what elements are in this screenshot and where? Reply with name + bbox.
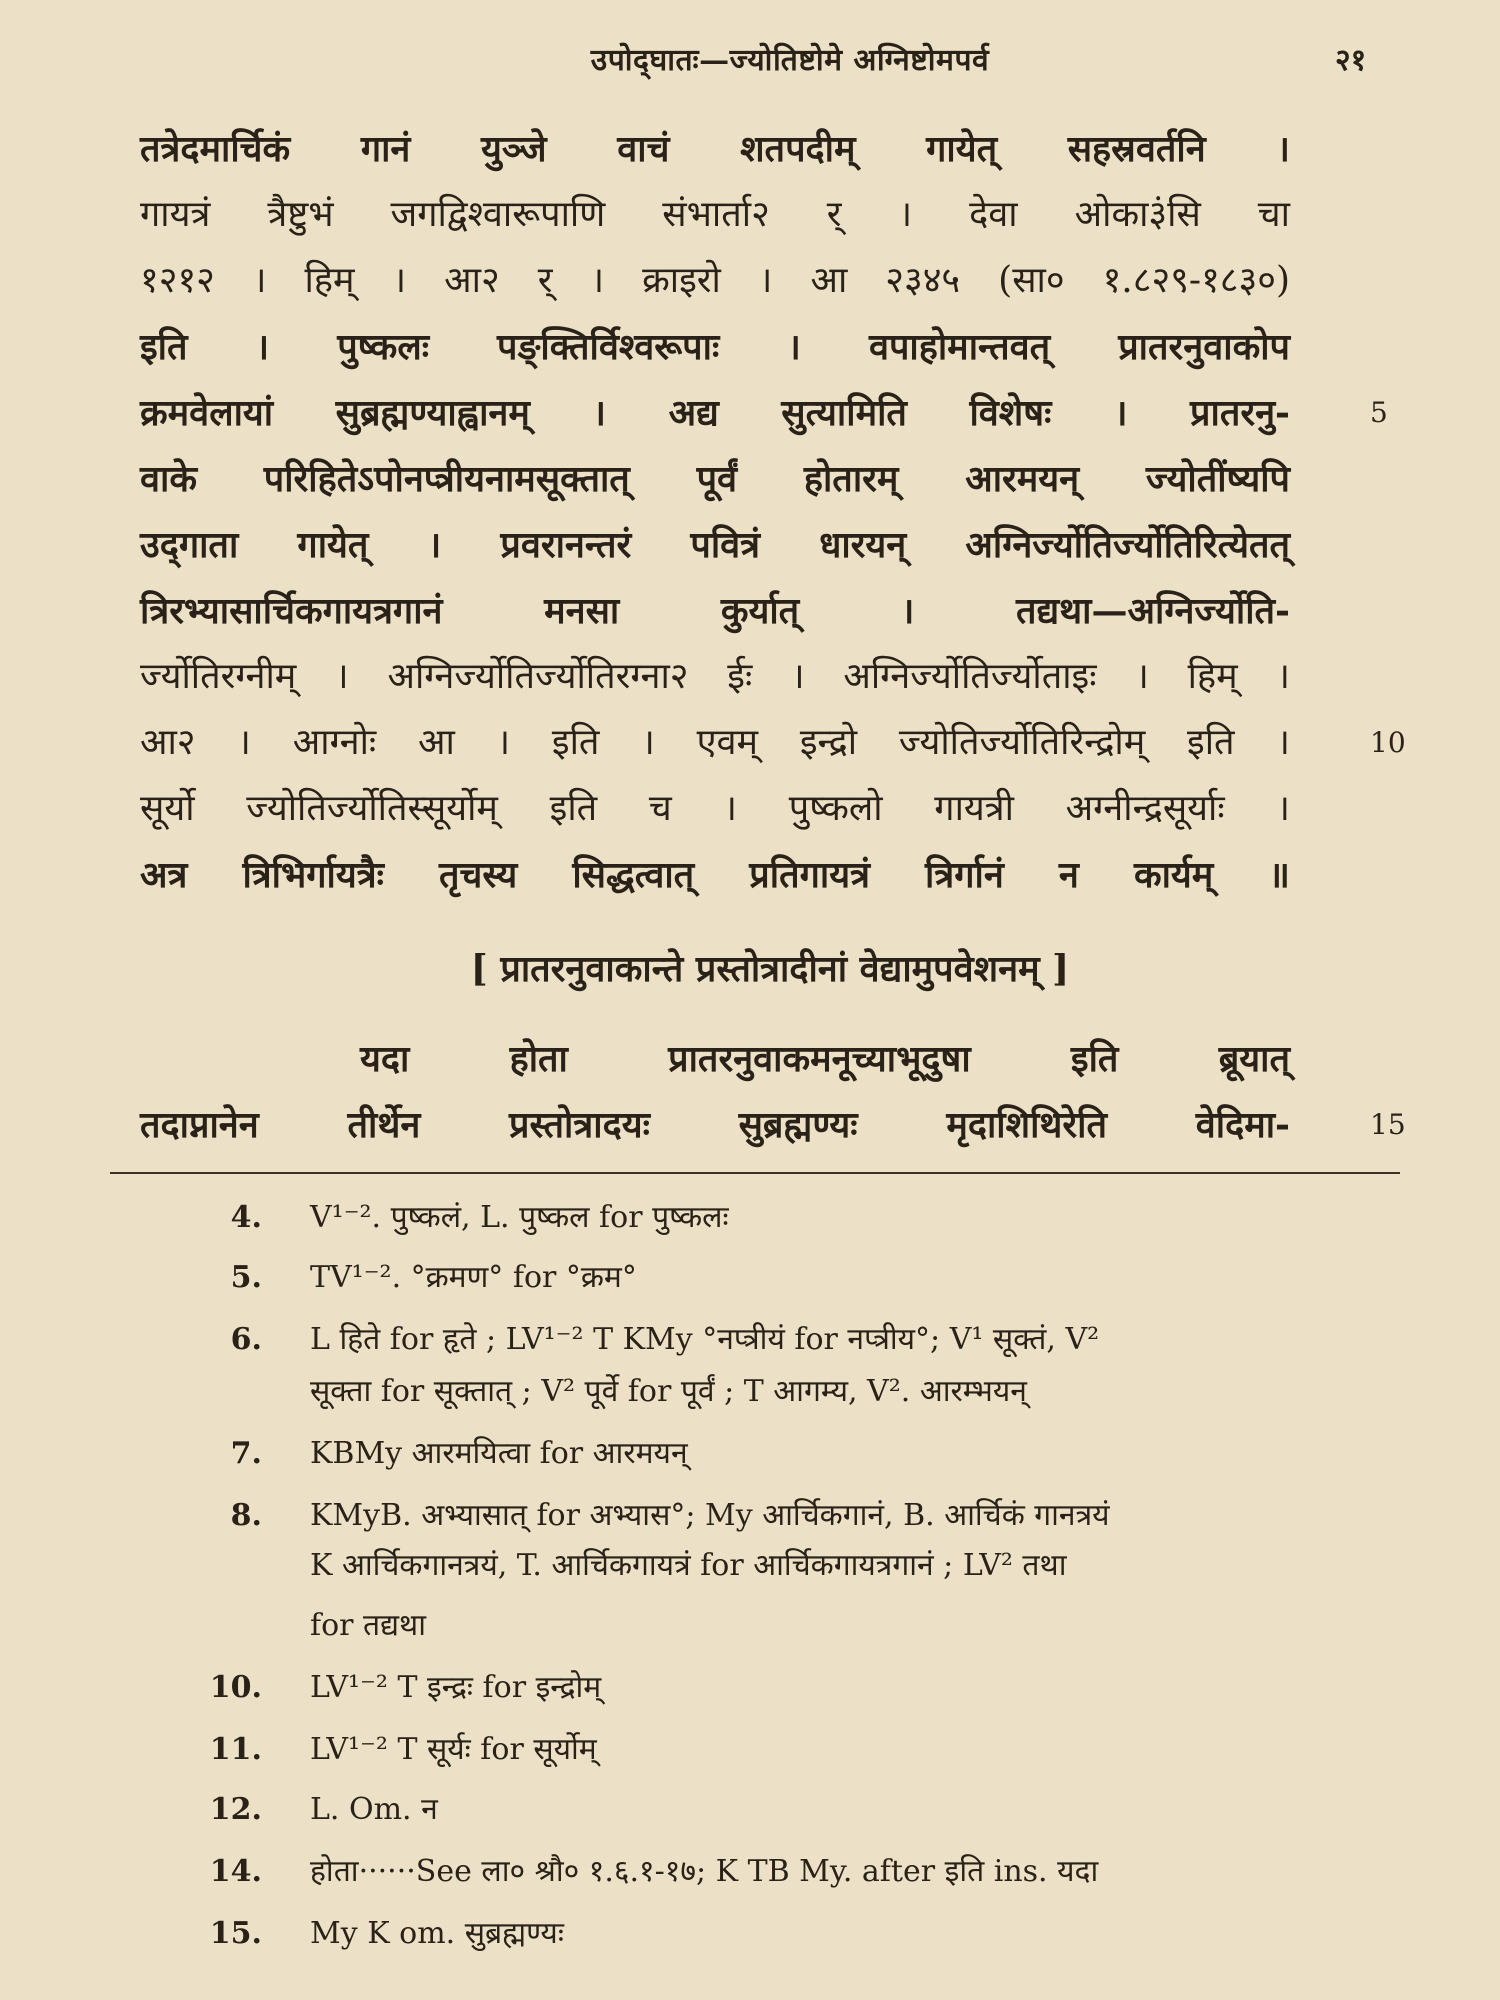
body-line: आ२ । आग्नोः आ । इति । एवम् इन्द्रो ज्योतिर्ज्योतिरिन्द्रोम् इति । [140, 722, 1290, 763]
body-line: इति । पुष्कलः पङ्क्तिर्विश्वरूपाः । वपाहोमान्तवत् प्रातरनुवाकोप [140, 326, 1290, 368]
body-line: गायत्रं त्रैष्टुभं जगद्विश्वारूपाणि संभार्ता२ र् । देवा ओका३ंसि चा [140, 194, 1290, 235]
footnote-divider [110, 1172, 1400, 1174]
line-number-marker: 10 [1370, 726, 1406, 759]
footnote-continuation: K आर्चिकगानत्रयं, T. आर्चिकगायत्रं for आर्चिकगायत्रगानं ; LV² तथा [310, 1548, 1067, 1583]
line-number-marker: 15 [1370, 1108, 1406, 1141]
footnote-number: 5. [230, 1260, 262, 1295]
body-line: क्रमवेलायां सुब्रह्मण्याह्वानम् । अद्य सुत्यामिति विशेषः । प्रातरनु- [140, 392, 1290, 434]
footnote-number: 15. [209, 1916, 262, 1951]
body-line: तत्रेदमार्चिकं गानं युञ्जे वाचं शतपदीम् गायेत् सहस्रवर्तनि । [140, 128, 1290, 170]
footnote-number: 11. [209, 1732, 262, 1767]
footnote-number: 7. [230, 1436, 262, 1471]
footnote-text: होता······See ला० श्रौ० १.६.१-१७; K TB My. after इति ins. यदा [310, 1854, 1099, 1889]
footnote-text: L. Om. न [310, 1792, 438, 1827]
footnote-continuation: सूक्ता for सूक्तात् ; V² पूर्वे for पूर्वं ; T आगम्य, V². आरम्भयन् [310, 1374, 1027, 1409]
footnote-text: My K om. सुब्रह्मण्यः [310, 1916, 564, 1951]
page-number: २१ [1335, 43, 1367, 78]
running-header [0, 38, 1500, 88]
section-heading: [ प्रातरनुवाकान्ते प्रस्तोत्रादीनां वेद्यामुपवेशनम् ] [470, 948, 1070, 990]
footnote-number: 6. [230, 1322, 262, 1357]
footnote-text: TV¹⁻². °क्रमण° for °क्रम° [310, 1260, 637, 1295]
body-line: वाके परिहितेऽपोनप्त्रीयनामसूक्तात् पूर्वं होतारम् आरमयन् ज्योतींष्यपि [140, 458, 1290, 500]
footnote-text: KBMy आरमयित्वा for आरमयन् [310, 1436, 688, 1471]
header-title: उपोद्‍घातः—ज्योतिष्टोमे अग्निष्टोमपर्व [590, 43, 990, 78]
body-line: तदाप्नानेन तीर्थेन प्रस्तोत्रादयः सुब्रह्मण्यः मृदाशिथिरेति वेदिमा- [140, 1104, 1290, 1146]
footnote-number: 12. [209, 1792, 262, 1827]
footnote-text: LV¹⁻² T इन्द्रः for इन्द्रोम् [310, 1670, 602, 1705]
body-line: यदा होता प्रातरनुवाकमनूच्याभूदुषा इति ब्रूयात् [360, 1038, 1290, 1080]
footnote-text: V¹⁻². पुष्कलं, L. पुष्कल for पुष्कलः [310, 1200, 729, 1235]
body-line: १२१२ । हिम् । आ२ र् । क्राइरो । आ २३४५ (सा० १.८२९-१८३०) [140, 260, 1290, 301]
footnote-continuation: for तद्यथा [310, 1608, 426, 1643]
line-number-marker: 5 [1370, 396, 1388, 429]
footnote-number: 10. [209, 1670, 262, 1705]
footnote-text: LV¹⁻² T सूर्यः for सूर्योम् [310, 1732, 597, 1767]
body-line: र्ज्योतिरग्नीम् । अग्निर्ज्योतिर्ज्योतिरग्ना२ ईः । अग्निर्ज्योतिर्ज्योताइः । हिम् । [140, 656, 1290, 697]
footnote-number: 14. [209, 1854, 262, 1889]
footnote-number: 8. [230, 1498, 262, 1533]
footnote-text: KMyB. अभ्यासात् for अभ्यास°; My आर्चिकगानं, B. आर्चिकं गानत्रयं [310, 1498, 1110, 1533]
footnote-number: 4. [230, 1200, 262, 1235]
body-line: सूर्यो ज्योतिर्ज्योतिस्सूर्योम् इति च । पुष्कलो गायत्री अग्नीन्द्रसूर्याः । [140, 788, 1290, 829]
body-line: त्रिरभ्यासार्चिकगायत्रगानं मनसा कुर्यात् । तद्यथा—अग्निर्ज्योति- [140, 590, 1290, 632]
body-line: अत्र त्रिभिर्गायत्रैः तृचस्य सिद्धत्वात् प्रतिगायत्रं त्रिर्गानं न कार्यम् ॥ [140, 854, 1290, 896]
body-line: उद्‍गाता गायेत् । प्रवरानन्तरं पवित्रं धारयन् अग्निर्ज्योतिर्ज्योतिरित्येतत् [140, 524, 1290, 566]
footnote-text: L हिते for हृते ; LV¹⁻² T KMy °नप्त्रीयं for नप्त्रीय°; V¹ सूक्तं, V² [310, 1322, 1100, 1357]
